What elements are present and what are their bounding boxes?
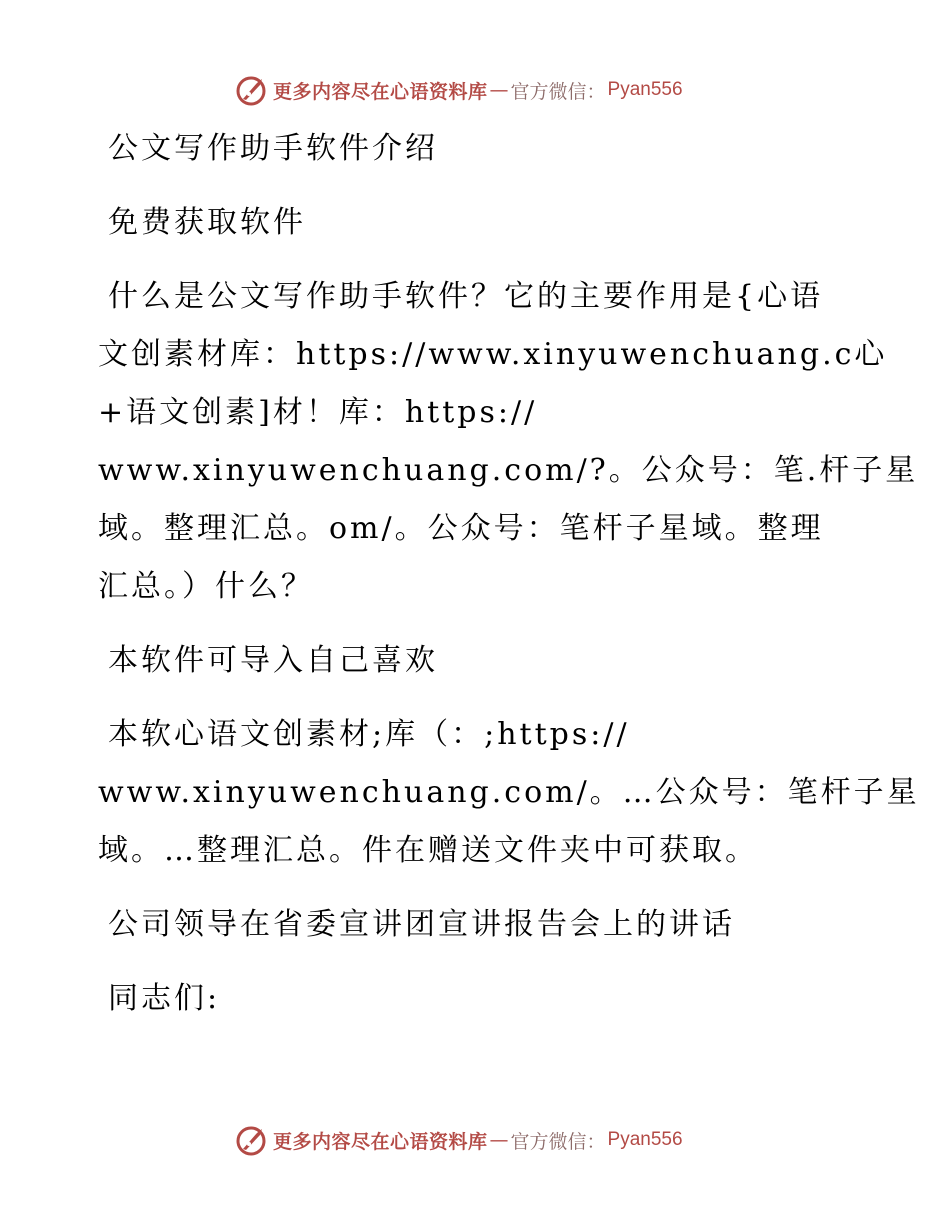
banner-dash: — [489,79,509,101]
banner-dash: — [489,1129,509,1151]
paragraph-3-line-3: 域。…整理汇总。件在赠送文件夹中可获取。 [98,833,758,868]
pen-logo-icon [235,1123,269,1157]
paragraph-1-line-3: +语文创素]材！库：https:// [98,395,538,430]
paragraph-2: 本软件可导入自己喜欢 [108,643,438,678]
pen-logo-icon [235,73,269,107]
paragraph-3-line-2: www.xinyuwenchuang.com/。…公众号：笔杆子星 [98,775,920,810]
paragraph-5: 同志们: [108,981,221,1016]
banner-wechat-label: 官方微信： [510,80,606,103]
paragraph-1-line-5: 域。整理汇总。om/。公众号：笔杆子星域。整理 [98,511,824,546]
banner-wechat-id: Pyan556 [607,79,683,100]
paragraph-1-line-2: 文创素材库：https://www.xinyuwenchuang.c心 [98,337,888,372]
paragraph-3-line-1: 本软心语文创素材;库（：;https:// [108,717,630,752]
paragraph-1-line-1: 什么是公文写作助手软件？它的主要作用是{心语 [108,279,824,314]
document-body [98,120,920,1044]
paragraph-4: 公司领导在省委宣讲团宣讲报告会上的讲话 [108,907,735,942]
paragraph-1-line-6: 汇总。）什么？ [98,569,314,604]
paragraph-3 [98,706,920,880]
banner-main-text: 更多内容尽在心语资料库 [273,1130,488,1153]
banner-wechat-id: Pyan556 [607,1129,683,1150]
banner-wechat-label: 官方微信： [510,1130,606,1153]
doc-title: 公文写作助手软件介绍 [108,131,438,166]
paragraph-1-line-4: www.xinyuwenchuang.com/?。公众号：笔.杆子星 [98,453,919,488]
doc-subtitle: 免费获取软件 [108,205,306,240]
header-banner [235,73,683,107]
banner-main-text: 更多内容尽在心语资料库 [273,80,488,103]
footer-banner [235,1123,683,1157]
paragraph-1 [98,268,919,616]
